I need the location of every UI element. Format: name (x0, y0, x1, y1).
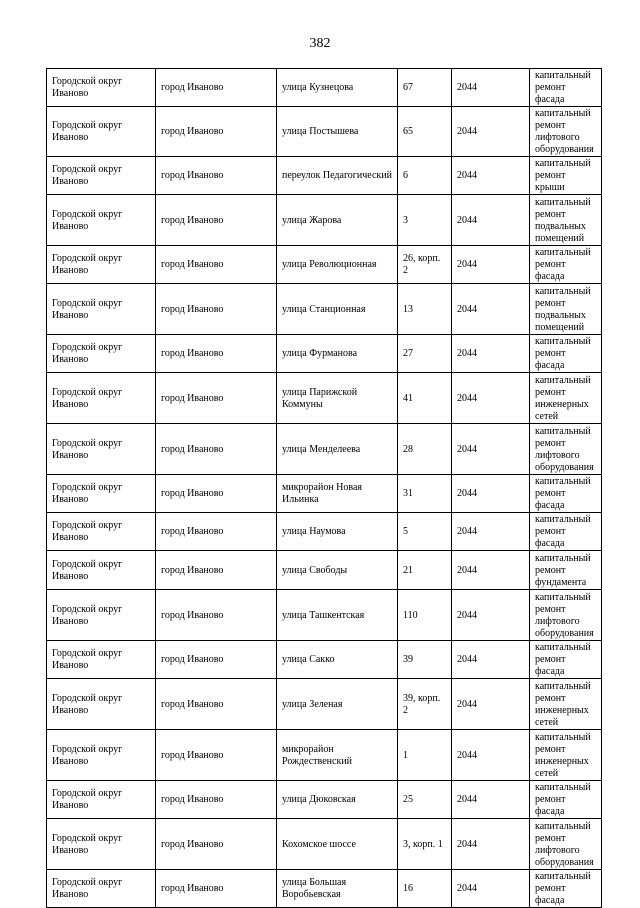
table-row (47, 195, 602, 246)
table-row (47, 284, 602, 335)
page-number: 382 (309, 36, 331, 51)
house-cell: 26, корп. 2 (398, 246, 452, 284)
city-cell: город Иваново (156, 107, 277, 157)
street-cell: улица Большая Воробьевская (277, 870, 398, 908)
house-cell: 110 (398, 590, 452, 641)
street-cell: микрорайон Новая Ильинка (277, 475, 398, 513)
district-cell: Городской округ Иваново (47, 513, 156, 551)
table-row (47, 679, 602, 730)
work-cell: капитальный ремонт лифтового оборудования (530, 819, 602, 870)
work-cell: капитальный ремонт лифтового оборудования (530, 107, 602, 157)
year-cell: 2044 (452, 641, 530, 679)
year-cell: 2044 (452, 107, 530, 157)
city-cell: город Иваново (156, 335, 277, 373)
city-cell: город Иваново (156, 284, 277, 335)
district-cell: Городской округ Иваново (47, 641, 156, 679)
street-cell: улица Постышева (277, 107, 398, 157)
table-row (47, 590, 602, 641)
district-cell: Городской округ Иваново (47, 781, 156, 819)
city-cell: город Иваново (156, 551, 277, 590)
work-cell: капитальный ремонт инженерных сетей (530, 730, 602, 781)
street-cell: улица Жарова (277, 195, 398, 246)
street-cell: улица Парижской Коммуны (277, 373, 398, 424)
year-cell: 2044 (452, 69, 530, 107)
district-cell: Городской округ Иваново (47, 284, 156, 335)
work-cell: капитальный ремонт крыши (530, 157, 602, 195)
street-cell: улица Кузнецова (277, 69, 398, 107)
table-row (47, 373, 602, 424)
district-cell: Городской округ Иваново (47, 870, 156, 908)
table-row (47, 157, 602, 195)
district-cell: Городской округ Иваново (47, 195, 156, 246)
city-cell: город Иваново (156, 641, 277, 679)
district-cell: Городской округ Иваново (47, 373, 156, 424)
city-cell: город Иваново (156, 69, 277, 107)
table-row (47, 107, 602, 157)
house-cell: 16 (398, 870, 452, 908)
work-cell: капитальный ремонт фасада (530, 513, 602, 551)
work-cell: капитальный ремонт лифтового оборудования (530, 590, 602, 641)
house-cell: 31 (398, 475, 452, 513)
work-cell: капитальный ремонт фасада (530, 69, 602, 107)
year-cell: 2044 (452, 679, 530, 730)
house-cell: 65 (398, 107, 452, 157)
house-cell: 6 (398, 157, 452, 195)
district-cell: Городской округ Иваново (47, 679, 156, 730)
house-cell: 28 (398, 424, 452, 475)
table-row (47, 69, 602, 107)
year-cell: 2044 (452, 424, 530, 475)
house-cell: 39, корп. 2 (398, 679, 452, 730)
city-cell: город Иваново (156, 157, 277, 195)
street-cell: улица Дюковская (277, 781, 398, 819)
city-cell: город Иваново (156, 513, 277, 551)
house-cell: 41 (398, 373, 452, 424)
table-row (47, 641, 602, 679)
work-cell: капитальный ремонт подвальных помещений (530, 284, 602, 335)
work-cell: капитальный ремонт фасада (530, 475, 602, 513)
year-cell: 2044 (452, 157, 530, 195)
table-row (47, 335, 602, 373)
work-cell: капитальный ремонт фасада (530, 246, 602, 284)
work-cell: капитальный ремонт фасада (530, 641, 602, 679)
city-cell: город Иваново (156, 246, 277, 284)
work-cell: капитальный ремонт инженерных сетей (530, 373, 602, 424)
city-cell: город Иваново (156, 590, 277, 641)
work-cell: капитальный ремонт фасада (530, 781, 602, 819)
year-cell: 2044 (452, 246, 530, 284)
street-cell: улица Ташкентская (277, 590, 398, 641)
street-cell: Кохомское шоссе (277, 819, 398, 870)
street-cell: улица Менделеева (277, 424, 398, 475)
year-cell: 2044 (452, 551, 530, 590)
table-row (47, 424, 602, 475)
house-cell: 27 (398, 335, 452, 373)
house-cell: 39 (398, 641, 452, 679)
work-cell: капитальный ремонт фасада (530, 870, 602, 908)
year-cell: 2044 (452, 513, 530, 551)
work-cell: капитальный ремонт фасада (530, 335, 602, 373)
house-cell: 5 (398, 513, 452, 551)
street-cell: улица Станционная (277, 284, 398, 335)
city-cell: город Иваново (156, 424, 277, 475)
district-cell: Городской округ Иваново (47, 819, 156, 870)
table-row (47, 246, 602, 284)
city-cell: город Иваново (156, 730, 277, 781)
year-cell: 2044 (452, 475, 530, 513)
city-cell: город Иваново (156, 870, 277, 908)
table-row (47, 870, 602, 908)
house-cell: 3 (398, 195, 452, 246)
district-cell: Городской округ Иваново (47, 335, 156, 373)
table-row (47, 781, 602, 819)
house-cell: 13 (398, 284, 452, 335)
year-cell: 2044 (452, 730, 530, 781)
work-cell: капитальный ремонт инженерных сетей (530, 679, 602, 730)
street-cell: микрорайон Рождественский (277, 730, 398, 781)
district-cell: Городской округ Иваново (47, 157, 156, 195)
district-cell: Городской округ Иваново (47, 246, 156, 284)
district-cell: Городской округ Иваново (47, 424, 156, 475)
street-cell: улица Наумова (277, 513, 398, 551)
year-cell: 2044 (452, 373, 530, 424)
year-cell: 2044 (452, 284, 530, 335)
house-cell: 21 (398, 551, 452, 590)
work-cell: капитальный ремонт подвальных помещений (530, 195, 602, 246)
city-cell: город Иваново (156, 373, 277, 424)
work-cell: капитальный ремонт лифтового оборудования (530, 424, 602, 475)
district-cell: Городской округ Иваново (47, 590, 156, 641)
street-cell: улица Сакко (277, 641, 398, 679)
year-cell: 2044 (452, 590, 530, 641)
district-cell: Городской округ Иваново (47, 107, 156, 157)
district-cell: Городской округ Иваново (47, 475, 156, 513)
year-cell: 2044 (452, 781, 530, 819)
repair-schedule-table (46, 68, 602, 908)
year-cell: 2044 (452, 870, 530, 908)
year-cell: 2044 (452, 335, 530, 373)
house-cell: 1 (398, 730, 452, 781)
year-cell: 2044 (452, 195, 530, 246)
city-cell: город Иваново (156, 679, 277, 730)
street-cell: улица Революционная (277, 246, 398, 284)
city-cell: город Иваново (156, 819, 277, 870)
table-row (47, 819, 602, 870)
work-cell: капитальный ремонт фундамента (530, 551, 602, 590)
house-cell: 25 (398, 781, 452, 819)
street-cell: улица Фурманова (277, 335, 398, 373)
table-row (47, 513, 602, 551)
table-row (47, 730, 602, 781)
house-cell: 3, корп. 1 (398, 819, 452, 870)
house-cell: 67 (398, 69, 452, 107)
city-cell: город Иваново (156, 475, 277, 513)
table-row (47, 551, 602, 590)
district-cell: Городской округ Иваново (47, 69, 156, 107)
street-cell: улица Зеленая (277, 679, 398, 730)
district-cell: Городской округ Иваново (47, 551, 156, 590)
street-cell: улица Свободы (277, 551, 398, 590)
year-cell: 2044 (452, 819, 530, 870)
city-cell: город Иваново (156, 781, 277, 819)
city-cell: город Иваново (156, 195, 277, 246)
district-cell: Городской округ Иваново (47, 730, 156, 781)
street-cell: переулок Педагогический (277, 157, 398, 195)
table-row (47, 475, 602, 513)
